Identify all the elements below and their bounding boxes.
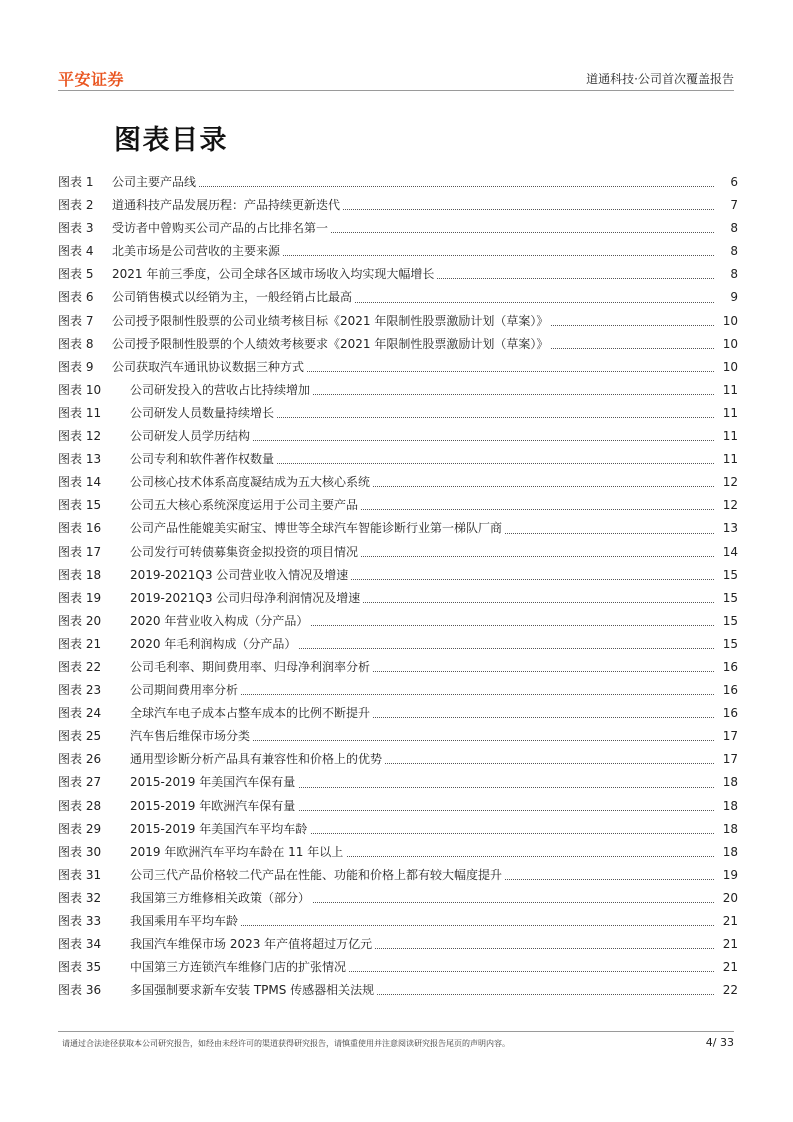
toc-entry-label: 图表 11 <box>58 405 102 420</box>
ping-an-securities-logo: 平安证券 <box>58 70 125 89</box>
toc-entry-label: 图表 31 <box>58 867 102 882</box>
toc-entry-page[interactable]: 22 <box>720 979 738 1002</box>
toc-entry[interactable] <box>58 771 738 794</box>
toc-entry-label: 图表 7 <box>58 313 94 328</box>
toc-entry[interactable] <box>58 471 738 494</box>
toc-entry[interactable] <box>58 425 738 448</box>
footer-disclaimer: 请通过合法途径获取本公司研究报告，如经由未经许可的渠道获得研究报告，请慎重使用并注意阅读研究报告尾页的声明内容。 <box>62 1039 510 1048</box>
toc-entry-label: 图表 33 <box>58 914 102 928</box>
toc-entry-label: 图表 5 <box>58 267 94 282</box>
toc-entry-label: 图表 10 <box>58 382 102 397</box>
toc-entry[interactable] <box>58 933 738 956</box>
toc-entry-title[interactable]: 公司核心技术体系高度凝结成为五大核心系统 <box>130 471 373 494</box>
toc-entry-page[interactable]: 10 <box>720 333 738 356</box>
toc-entry-label: 图表 3 <box>58 221 94 236</box>
toc-entry-page[interactable]: 16 <box>720 702 738 725</box>
toc-entry-page[interactable]: 14 <box>720 541 738 564</box>
toc-entry[interactable] <box>58 286 738 309</box>
toc-entry-page[interactable]: 11 <box>720 379 738 402</box>
toc-entry[interactable] <box>58 379 738 402</box>
toc-entry-title[interactable]: 全球汽车电子成本占整车成本的比例不断提升 <box>130 702 373 725</box>
toc-entry-title[interactable]: 2019-2021Q3 公司归母净利润情况及增速 <box>130 587 363 610</box>
toc-entry-title[interactable]: 公司研发人员数量持续增长 <box>130 402 277 425</box>
toc-entry-page[interactable]: 12 <box>720 471 738 494</box>
toc-entry-page[interactable]: 11 <box>720 448 738 471</box>
toc-entry[interactable] <box>58 310 738 333</box>
toc-entry-label: 图表 27 <box>58 775 102 790</box>
chart-index-list <box>58 171 738 1002</box>
toc-entry[interactable] <box>58 702 738 725</box>
toc-entry-title[interactable]: 北美市场是公司营收的主要来源 <box>112 240 283 263</box>
toc-entry[interactable] <box>58 240 738 263</box>
toc-entry-page[interactable]: 9 <box>727 286 738 309</box>
toc-entry-title[interactable]: 2015-2019 年美国汽车平均车龄 <box>130 818 310 841</box>
toc-entry-title[interactable]: 公司销售模式以经销为主，一般经销占比最高 <box>112 286 355 309</box>
page-header <box>58 66 734 91</box>
toc-entry-page[interactable]: 11 <box>720 425 738 448</box>
toc-entry[interactable] <box>58 564 738 587</box>
toc-entry-label: 图表 18 <box>58 567 102 582</box>
toc-entry-title[interactable]: 公司发行可转债募集资金拟投资的项目情况 <box>130 541 361 564</box>
toc-entry-page[interactable]: 18 <box>720 795 738 818</box>
toc-entry-title[interactable]: 2020 年毛利润构成（分产品） <box>130 633 299 656</box>
toc-entry[interactable] <box>58 402 738 425</box>
toc-entry[interactable] <box>58 910 738 933</box>
toc-entry-title[interactable]: 公司授予限制性股票的公司业绩考核目标《2021 年限制性股票激励计划（草案）》 <box>112 310 551 333</box>
toc-entry-page[interactable]: 10 <box>720 356 738 379</box>
toc-entry-title[interactable]: 我国汽车维保市场 2023 年产值将超过万亿元 <box>130 933 375 956</box>
toc-entry-title[interactable]: 公司三代产品价格较二代产品在性能、功能和价格上都有较大幅度提升 <box>130 864 505 887</box>
toc-entry-label: 图表 36 <box>58 983 102 998</box>
toc-entry[interactable] <box>58 841 738 864</box>
toc-entry-title[interactable]: 公司专利和软件著作权数量 <box>130 448 277 471</box>
toc-entry-title[interactable]: 通用型诊断分析产品具有兼容性和价格上的优势 <box>130 748 385 771</box>
toc-entry-label: 图表 15 <box>58 498 102 513</box>
toc-entry-label: 图表 22 <box>58 659 102 674</box>
toc-entry[interactable] <box>58 494 738 517</box>
toc-entry-page[interactable]: 8 <box>727 217 738 240</box>
toc-entry-label: 图表 9 <box>58 359 94 374</box>
toc-entry-label: 图表 8 <box>58 336 94 351</box>
toc-entry-label: 图表 25 <box>58 729 102 744</box>
toc-entry-page[interactable]: 15 <box>720 633 738 656</box>
toc-entry-title[interactable]: 受访者中曾购买公司产品的占比排名第一 <box>112 217 331 240</box>
toc-entry-title[interactable]: 中国第三方连锁汽车维修门店的扩张情况 <box>130 956 349 979</box>
toc-entry-page[interactable]: 11 <box>720 402 738 425</box>
toc-entry-page[interactable]: 15 <box>720 587 738 610</box>
toc-entry-label: 图表 28 <box>58 798 102 813</box>
toc-entry-title[interactable]: 公司研发人员学历结构 <box>130 425 253 448</box>
toc-entry-title[interactable]: 2015-2019 年美国汽车保有量 <box>130 771 298 794</box>
toc-entry-title[interactable]: 公司毛利率、期间费用率、归母净利润率分析 <box>130 656 373 679</box>
toc-entry-page[interactable]: 18 <box>720 818 738 841</box>
page-number: 4/ 33 <box>705 1036 734 1049</box>
toc-entry-page[interactable]: 15 <box>720 564 738 587</box>
toc-entry[interactable] <box>58 725 738 748</box>
page-title: 图表目录 <box>114 125 228 156</box>
toc-entry-title[interactable]: 我国第三方维修相关政策（部分） <box>130 887 313 910</box>
toc-entry-page[interactable]: 21 <box>720 933 738 956</box>
toc-entry[interactable] <box>58 171 738 194</box>
toc-entry[interactable] <box>58 679 738 702</box>
page-footer <box>58 1031 734 1058</box>
toc-entry[interactable] <box>58 887 738 910</box>
toc-entry-label: 图表 6 <box>58 290 94 305</box>
toc-entry-label: 图表 20 <box>58 613 102 628</box>
toc-entry-page[interactable]: 21 <box>720 956 738 979</box>
toc-entry-label: 图表 13 <box>58 452 102 467</box>
toc-entry-page[interactable]: 17 <box>720 748 738 771</box>
toc-entry[interactable] <box>58 795 738 818</box>
toc-entry-label: 图表 21 <box>58 636 102 651</box>
toc-entry-label: 图表 4 <box>58 244 94 259</box>
toc-entry[interactable] <box>58 333 738 356</box>
toc-entry-label: 图表 14 <box>58 475 102 490</box>
toc-entry[interactable] <box>58 541 738 564</box>
toc-entry-label: 图表 17 <box>58 544 102 559</box>
toc-entry-title[interactable]: 2019-2021Q3 公司营业收入情况及增速 <box>130 564 351 587</box>
toc-entry[interactable] <box>58 818 738 841</box>
toc-entry[interactable] <box>58 633 738 656</box>
toc-entry[interactable] <box>58 748 738 771</box>
toc-entry-page[interactable]: 7 <box>727 194 738 217</box>
toc-entry-title[interactable]: 道通科技产品发展历程：产品持续更新迭代 <box>112 194 343 217</box>
toc-entry-page[interactable]: 8 <box>727 263 738 286</box>
toc-entry-page[interactable]: 6 <box>727 171 738 194</box>
toc-entry[interactable] <box>58 864 738 887</box>
toc-entry[interactable] <box>58 217 738 240</box>
toc-entry-title[interactable]: 公司获取汽车通讯协议数据三种方式 <box>112 356 307 379</box>
toc-entry-label: 图表 29 <box>58 821 102 836</box>
toc-entry-page[interactable]: 20 <box>720 887 738 910</box>
toc-entry-label: 图表 2 <box>58 198 94 213</box>
toc-entry-title[interactable]: 2020 年营业收入构成（分产品） <box>130 610 311 633</box>
toc-entry-page[interactable]: 18 <box>720 841 738 864</box>
toc-entry-title[interactable]: 我国乘用车平均车龄 <box>130 910 241 933</box>
toc-entry-label: 图表 30 <box>58 844 102 859</box>
toc-entry-title[interactable]: 2015-2019 年欧洲汽车保有量 <box>130 795 298 818</box>
toc-entry[interactable] <box>58 979 738 1002</box>
toc-entry[interactable] <box>58 956 738 979</box>
toc-entry-title[interactable]: 公司产品性能媲美实耐宝、博世等全球汽车智能诊断行业第一梯队厂商 <box>130 517 505 540</box>
toc-entry-label: 图表 12 <box>58 429 102 444</box>
toc-entry[interactable] <box>58 448 738 471</box>
toc-entry-label: 图表 24 <box>58 706 102 721</box>
toc-entry[interactable] <box>58 356 738 379</box>
toc-entry[interactable] <box>58 263 738 286</box>
toc-entry-title[interactable]: 汽车售后维保市场分类 <box>130 725 253 748</box>
toc-entry-label: 图表 26 <box>58 752 102 767</box>
toc-entry-page[interactable]: 8 <box>727 240 738 263</box>
toc-entry-label: 图表 23 <box>58 683 102 698</box>
toc-entry-title[interactable]: 公司五大核心系统深度运用于公司主要产品 <box>130 494 361 517</box>
toc-entry-page[interactable]: 13 <box>720 517 738 540</box>
toc-entry[interactable] <box>58 517 738 540</box>
toc-entry-page[interactable]: 17 <box>720 725 738 748</box>
toc-entry[interactable] <box>58 610 738 633</box>
toc-entry-page[interactable]: 21 <box>720 910 738 933</box>
toc-entry-title[interactable]: 公司期间费用率分析 <box>130 679 241 702</box>
toc-entry-page[interactable]: 16 <box>720 656 738 679</box>
toc-entry-page[interactable]: 16 <box>720 679 738 702</box>
toc-entry-label: 图表 1 <box>58 175 94 189</box>
toc-entry-label: 图表 34 <box>58 937 102 952</box>
toc-entry-label: 图表 16 <box>58 521 102 536</box>
toc-entry-page[interactable]: 10 <box>720 310 738 333</box>
toc-entry-title[interactable]: 2021 年前三季度，公司全球各区域市场收入均实现大幅增长 <box>112 263 437 286</box>
toc-entry-label: 图表 32 <box>58 890 102 905</box>
toc-entry-title[interactable]: 2019 年欧洲汽车平均车龄在 11 年以上 <box>130 841 346 864</box>
toc-entry-page[interactable]: 15 <box>720 610 738 633</box>
toc-entry-label: 图表 19 <box>58 590 102 605</box>
toc-entry-page[interactable]: 19 <box>720 864 738 887</box>
toc-dot-leader <box>116 186 714 187</box>
toc-entry-page[interactable]: 18 <box>720 771 738 794</box>
toc-entry-title[interactable]: 多国强制要求新车安装 TPMS 传感器相关法规 <box>130 979 377 1002</box>
toc-entry[interactable] <box>58 194 738 217</box>
toc-entry-page[interactable]: 12 <box>720 494 738 517</box>
toc-entry-title[interactable]: 公司主要产品线 <box>112 171 199 194</box>
toc-entry-label: 图表 35 <box>58 960 102 975</box>
toc-entry-title[interactable]: 公司授予限制性股票的个人绩效考核要求《2021 年限制性股票激励计划（草案）》 <box>112 333 551 356</box>
toc-entry-title[interactable]: 公司研发投入的营收占比持续增加 <box>130 379 313 402</box>
document-title: 道通科技·公司首次覆盖报告 <box>586 72 734 86</box>
toc-entry[interactable] <box>58 587 738 610</box>
toc-entry[interactable] <box>58 656 738 679</box>
